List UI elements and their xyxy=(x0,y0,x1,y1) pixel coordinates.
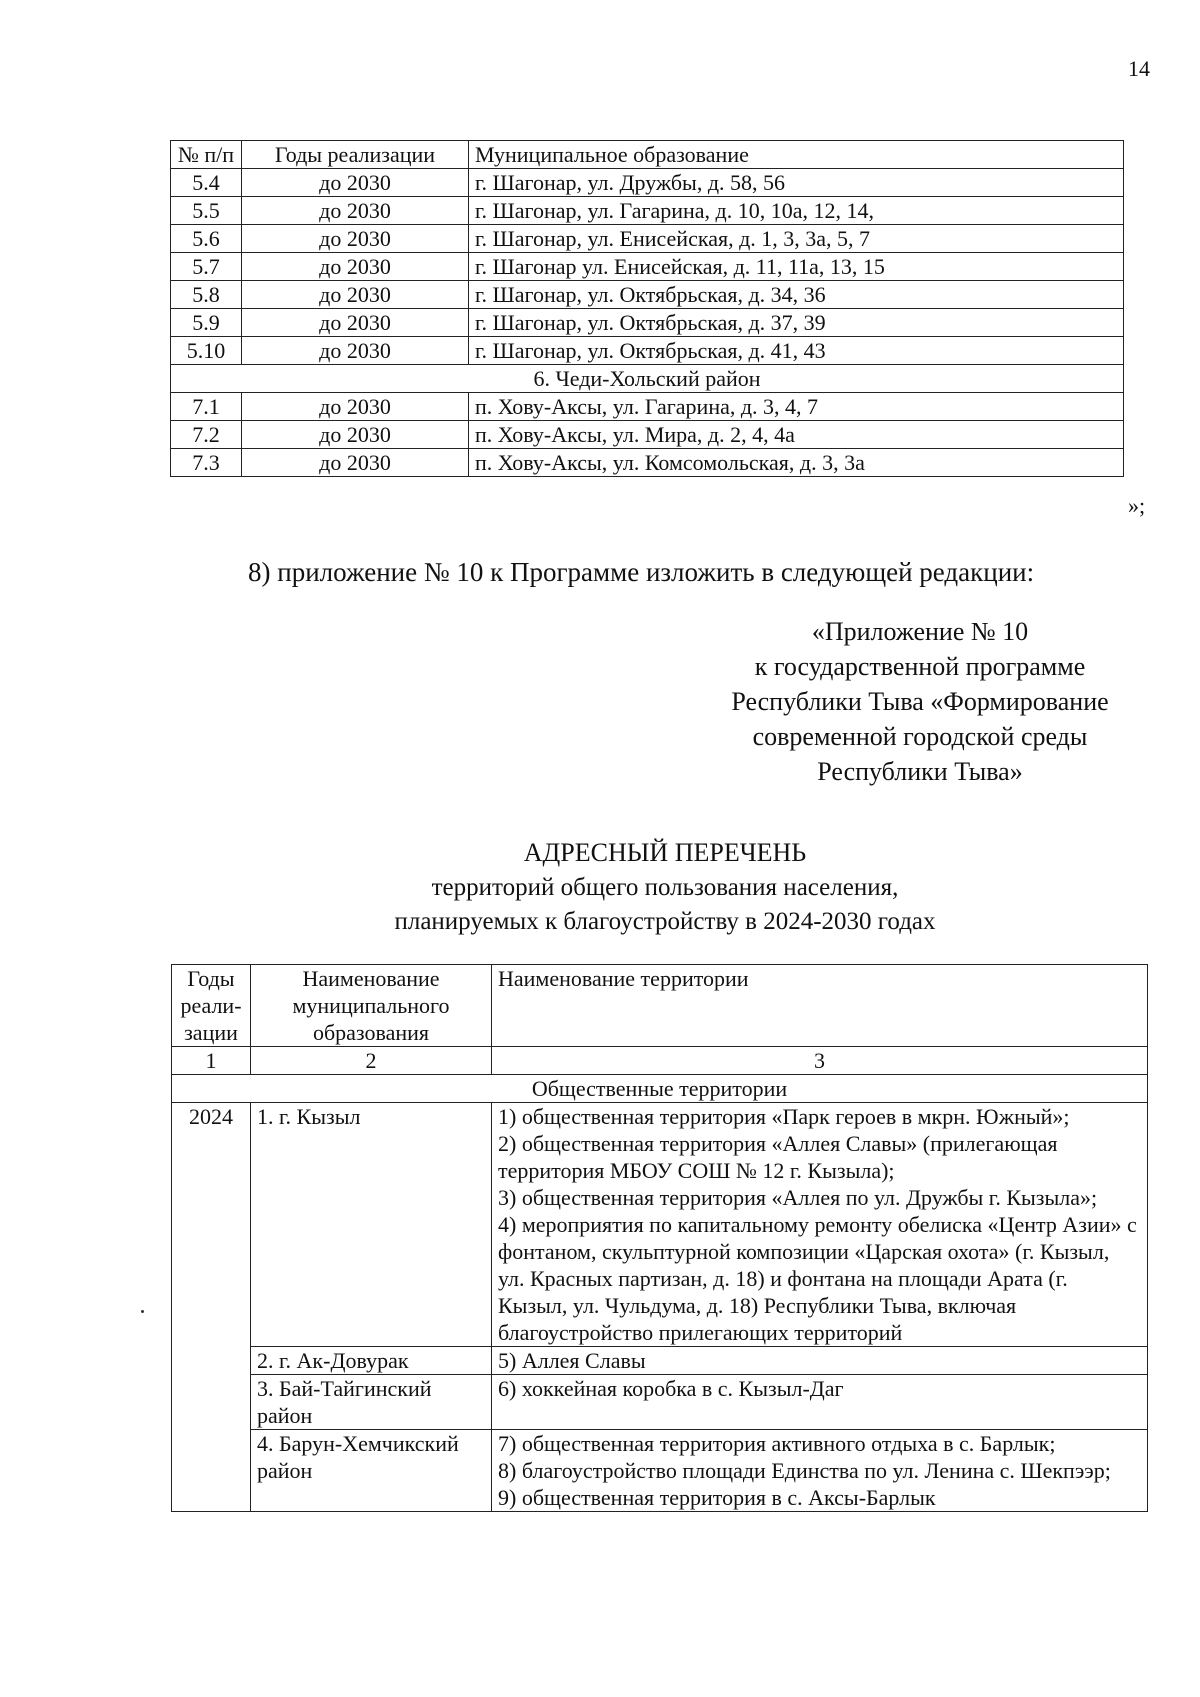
territory-item: 5) Аллея Славы xyxy=(498,1348,646,1373)
cell-territory xyxy=(492,1103,1148,1347)
cell-number: 5.9 xyxy=(171,309,242,337)
cell-address: г. Шагонар, ул. Енисейская, д. 1, 3, 3а, 5, 7 xyxy=(469,225,1124,253)
cell-territory xyxy=(492,1430,1148,1512)
cell-years: до 2030 xyxy=(242,197,469,225)
table-row xyxy=(171,421,1124,449)
cell-year: 2024 xyxy=(172,1103,251,1512)
table-row xyxy=(171,197,1124,225)
cell-years: до 2030 xyxy=(242,225,469,253)
cell-address: п. Хову-Аксы, ул. Гагарина, д. 3, 4, 7 xyxy=(469,393,1124,421)
territory-item: 6) хоккейная коробка в с. Кызыл-Даг xyxy=(498,1376,844,1401)
territory-item: 3) общественная территория «Аллея по ул. Дружбы г. Кызыла»; xyxy=(498,1185,1098,1210)
appendix-line: современной городской среды xyxy=(752,722,1088,751)
section-heading: Общественные территории xyxy=(172,1075,1148,1103)
header-number: № п/п xyxy=(171,141,242,169)
cell-number: 7.2 xyxy=(171,421,242,449)
cell-municipality: 3. Бай-Тайгинский район xyxy=(251,1375,492,1430)
territory-item: 7) общественная территория активного отдыха в с. Барлык; xyxy=(498,1431,1056,1456)
cell-address: г. Шагонар, ул. Дружбы, д. 58, 56 xyxy=(469,169,1124,197)
header-years: Годы реали-зации xyxy=(172,965,251,1047)
cell-territory xyxy=(492,1347,1148,1375)
cell-address: п. Хову-Аксы, ул. Мира, д. 2, 4, 4а xyxy=(469,421,1124,449)
table-row xyxy=(172,1430,1148,1512)
header-municipality: Муниципальное образование xyxy=(469,141,1124,169)
cell-municipality: 1. г. Кызыл xyxy=(251,1103,492,1347)
cell-address: г. Шагонар, ул. Октябрьская, д. 37, 39 xyxy=(469,309,1124,337)
column-number: 3 xyxy=(492,1047,1148,1075)
table-row xyxy=(171,337,1124,365)
table-row xyxy=(171,253,1124,281)
cell-address: г. Шагонар, ул. Октябрьская, д. 41, 43 xyxy=(469,337,1124,365)
header-municipality: Наименование муниципального образования xyxy=(251,965,492,1047)
territory-item: 1) общественная территория «Парк героев в мкрн. Южный»; xyxy=(498,1104,1070,1129)
appendix-header xyxy=(690,614,1150,789)
column-number: 2 xyxy=(251,1047,492,1075)
table-row xyxy=(172,1375,1148,1430)
cell-years: до 2030 xyxy=(242,421,469,449)
appendix-line: к государственной программе xyxy=(754,652,1086,681)
header-territory: Наименование территории xyxy=(492,965,1148,1047)
page-number: 14 xyxy=(1128,56,1150,81)
cell-number: 7.1 xyxy=(171,393,242,421)
closing-quote: »; xyxy=(1128,493,1146,518)
cell-territory xyxy=(492,1375,1148,1430)
cell-number: 5.7 xyxy=(171,253,242,281)
table-section-row xyxy=(171,365,1124,393)
cell-address: п. Хову-Аксы, ул. Комсомольская, д. 3, 3а xyxy=(469,449,1124,477)
territory-item: 2) общественная территория «Аллея Славы» (прилегающая территория МБОУ СОШ № 12 г. Кызыла); xyxy=(498,1131,1058,1183)
cell-number: 5.5 xyxy=(171,197,242,225)
cell-municipality: 4. Барун-Хемчикский район xyxy=(251,1430,492,1512)
document-title: АДРЕСНЫЙ ПЕРЕЧЕНЬ xyxy=(523,838,807,867)
column-number-row xyxy=(172,1047,1148,1075)
table-row xyxy=(171,281,1124,309)
cell-number: 7.3 xyxy=(171,449,242,477)
table-row xyxy=(171,393,1124,421)
column-number: 1 xyxy=(172,1047,251,1075)
territory-item: 8) благоустройство площади Единства по ул. Ленина с. Шекпээр; xyxy=(498,1458,1111,1483)
table-row xyxy=(172,1347,1148,1375)
territory-item: 4) мероприятия по капитальному ремонту обелиска «Центр Азии» с фонтаном, скульптурной композиции «Царская охота» (г. Кызыл, ул. Красных партизан, д. 18) и фонтана на площади Арата (г. Кызыл, ул. Чульдума, д. 18) Республики Тыва, включая благоустройство прилегающих территорий xyxy=(498,1212,1137,1345)
table-row xyxy=(172,1103,1148,1347)
cell-years: до 2030 xyxy=(242,281,469,309)
cell-years: до 2030 xyxy=(242,309,469,337)
appendix-line: «Приложение № 10 xyxy=(811,617,1029,646)
table-row xyxy=(171,309,1124,337)
cell-address: г. Шагонар ул. Енисейская, д. 11, 11а, 13, 15 xyxy=(469,253,1124,281)
cell-municipality: 2. г. Ак-Довурак xyxy=(251,1347,492,1375)
table-housing-addresses xyxy=(170,140,1124,477)
appendix-line: Республики Тыва «Формирование xyxy=(731,687,1109,716)
amendment-paragraph: 8) приложение № 10 к Программе изложить в следующей редакции: xyxy=(248,557,1035,587)
cell-number: 5.6 xyxy=(171,225,242,253)
table-row xyxy=(171,225,1124,253)
table-row xyxy=(171,449,1124,477)
cell-years: до 2030 xyxy=(242,337,469,365)
appendix-line: Республики Тыва» xyxy=(817,757,1023,786)
table-header-row xyxy=(171,141,1124,169)
cell-years: до 2030 xyxy=(242,449,469,477)
header-years: Годы реализации xyxy=(242,141,469,169)
cell-years: до 2030 xyxy=(242,393,469,421)
cell-number: 5.4 xyxy=(171,169,242,197)
table-header-row xyxy=(172,965,1148,1047)
territory-item: 9) общественная территория в с. Аксы-Барлык xyxy=(498,1485,936,1510)
document-subtitle: территорий общего пользования населения, xyxy=(431,874,899,901)
document-subtitle: планируемых к благоустройству в 2024-2030 годах xyxy=(394,908,936,935)
cell-address: г. Шагонар, ул. Октябрьская, д. 34, 36 xyxy=(469,281,1124,309)
section-heading: 6. Чеди-Хольский район xyxy=(171,365,1124,393)
cell-number: 5.10 xyxy=(171,337,242,365)
cell-years: до 2030 xyxy=(242,253,469,281)
table-public-territories xyxy=(171,964,1148,1512)
cell-number: 5.8 xyxy=(171,281,242,309)
cell-years: до 2030 xyxy=(242,169,469,197)
table-section-row xyxy=(172,1075,1148,1103)
scan-artifact-dot xyxy=(141,1310,144,1313)
table-row xyxy=(171,169,1124,197)
cell-address: г. Шагонар, ул. Гагарина, д. 10, 10а, 12, 14, xyxy=(469,197,1124,225)
